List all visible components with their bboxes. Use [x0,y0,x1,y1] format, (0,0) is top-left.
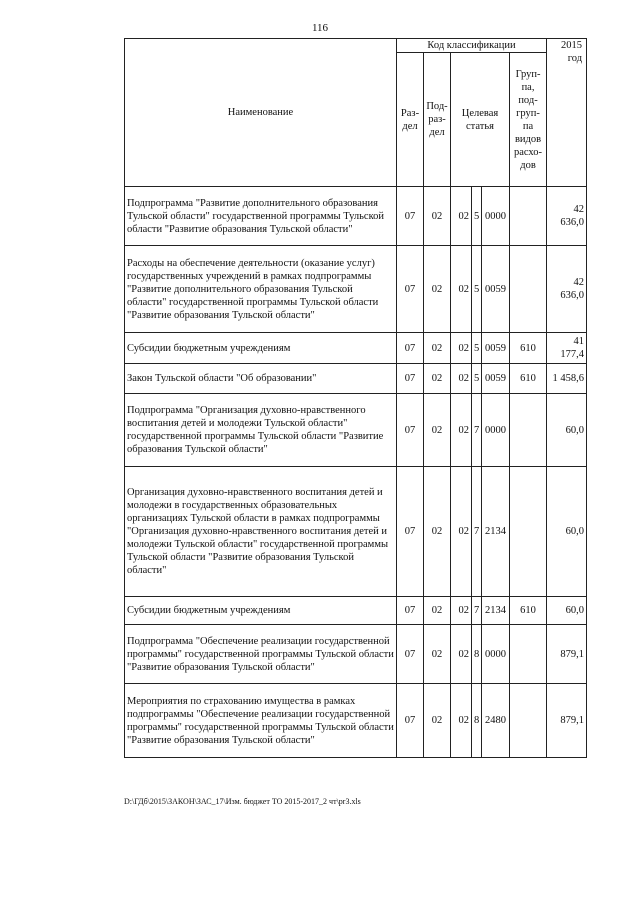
column-header-target-article: Целевая статья [451,53,510,187]
row-section: 07 [397,364,424,394]
row-amount: 879,1 [547,684,587,758]
row-expense-type [510,467,547,597]
row-amount: 60,0 [547,467,587,597]
row-target-part-1: 02 [451,333,472,364]
column-header-section: Раз- дел [397,53,424,187]
row-subsection: 02 [424,684,451,758]
column-header-name: Наименование [125,39,397,187]
row-target-part-3: 0059 [482,364,510,394]
row-target-part-3: 2134 [482,597,510,625]
row-section: 07 [397,394,424,467]
table-row [125,364,587,394]
table-row [125,246,587,333]
row-target-part-3: 2480 [482,684,510,758]
file-path-footer: D:\ГДб\2015\ЗАКОН\ЗАС_17\Изм. бюджет ТО 2015-2017_2 чт\pr3.xls [124,797,361,806]
row-amount: 42 636,0 [547,187,587,246]
row-name: Подпрограмма "Организация духовно-нравственного воспитания детей и молодежи Тульской области" государственной программы Тульской области "Развитие образования Тульской области" [125,394,397,467]
row-expense-type: 610 [510,364,547,394]
row-amount: 41 177,4 [547,333,587,364]
row-section: 07 [397,187,424,246]
row-target-part-3: 0000 [482,394,510,467]
column-header-expense-group: Груп- па, под- груп- па видов расхо- дов [510,53,547,187]
row-subsection: 02 [424,625,451,684]
row-target-part-2: 5 [472,187,482,246]
row-target-part-1: 02 [451,467,472,597]
row-target-part-3: 0059 [482,246,510,333]
table-row [125,597,587,625]
row-amount: 60,0 [547,597,587,625]
row-target-part-1: 02 [451,187,472,246]
table-row [125,625,587,684]
table-row [125,333,587,364]
row-amount: 1 458,6 [547,364,587,394]
row-name: Закон Тульской области "Об образовании" [125,364,397,394]
row-target-part-1: 02 [451,394,472,467]
row-amount: 42 636,0 [547,246,587,333]
row-expense-type: 610 [510,333,547,364]
row-target-part-1: 02 [451,364,472,394]
row-target-part-1: 02 [451,597,472,625]
row-name: Подпрограмма "Развитие дополнительного образования Тульской области" государственной программы Тульской области "Развитие образования Тульской области" [125,187,397,246]
row-target-part-2: 5 [472,333,482,364]
row-subsection: 02 [424,246,451,333]
row-target-part-3: 2134 [482,467,510,597]
row-expense-type [510,625,547,684]
table-row [125,684,587,758]
row-name: Организация духовно-нравственного воспитания детей и молодежи в государственных образовательных организациях Тульской области в рамках подпрограммы "Организация духовно-нравственного воспитания детей и молодежи Тульской области" государственной программы Тульской области "Развитие образования Тульской области" [125,467,397,597]
table-body [125,187,587,758]
row-target-part-2: 7 [472,597,482,625]
row-target-part-2: 7 [472,467,482,597]
row-section: 07 [397,597,424,625]
row-target-part-2: 7 [472,394,482,467]
row-expense-type [510,394,547,467]
table-row [125,394,587,467]
row-target-part-1: 02 [451,684,472,758]
row-target-part-1: 02 [451,625,472,684]
column-header-classification: Код классификации [397,39,547,53]
row-section: 07 [397,246,424,333]
row-expense-type [510,187,547,246]
row-amount: 60,0 [547,394,587,467]
row-subsection: 02 [424,187,451,246]
row-name: Расходы на обеспечение деятельности (оказание услуг) государственных учреждений в рамках подпрограммы "Развитие дополнительного образования Тульской области" государственной программы Тульской области "Развитие образования Тульской области" [125,246,397,333]
row-expense-type [510,246,547,333]
row-section: 07 [397,684,424,758]
row-subsection: 02 [424,467,451,597]
row-target-part-2: 8 [472,625,482,684]
row-target-part-3: 0000 [482,625,510,684]
row-target-part-2: 5 [472,364,482,394]
page-number: 116 [311,22,329,34]
row-section: 07 [397,333,424,364]
row-subsection: 02 [424,597,451,625]
row-target-part-2: 5 [472,246,482,333]
row-name: Мероприятия по страхованию имущества в рамках подпрограммы "Обеспечение реализации государственной программы" государственной программы Тульской области "Развитие образования Тульской области" [125,684,397,758]
row-subsection: 02 [424,333,451,364]
row-amount: 879,1 [547,625,587,684]
row-name: Субсидии бюджетным учреждениям [125,597,397,625]
row-section: 07 [397,625,424,684]
row-target-part-1: 02 [451,246,472,333]
table-row [125,467,587,597]
row-subsection: 02 [424,394,451,467]
table-header [125,39,587,187]
table-row [125,187,587,246]
row-name: Подпрограмма "Обеспечение реализации государственной программы" государственной программы Тульской области "Развитие образования Тульской области" [125,625,397,684]
row-subsection: 02 [424,364,451,394]
row-name: Субсидии бюджетным учреждениям [125,333,397,364]
column-header-subsection: Под- раз- дел [424,53,451,187]
row-expense-type [510,684,547,758]
column-header-year: 2015 год [547,39,587,187]
budget-table [124,38,587,758]
row-expense-type: 610 [510,597,547,625]
row-target-part-2: 8 [472,684,482,758]
row-target-part-3: 0059 [482,333,510,364]
row-target-part-3: 0000 [482,187,510,246]
row-section: 07 [397,467,424,597]
